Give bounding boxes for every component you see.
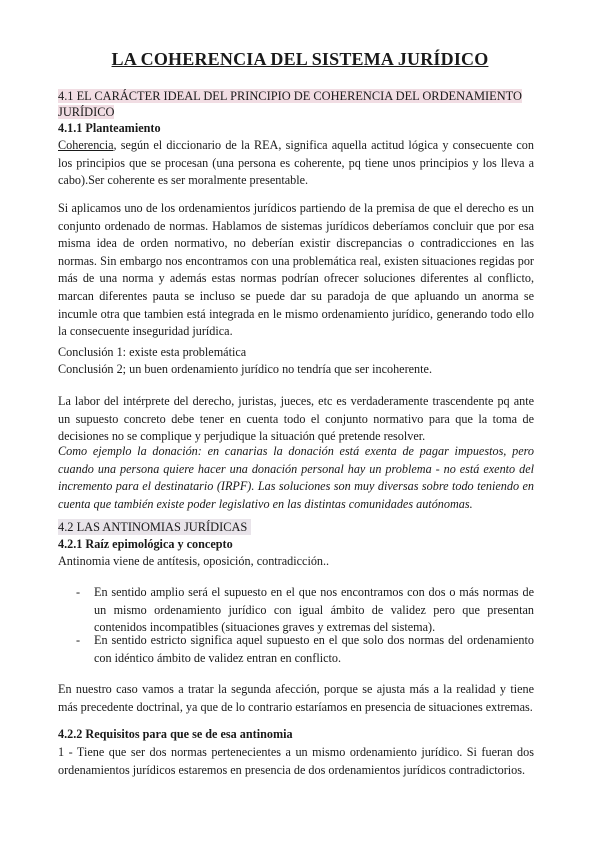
bullet-marker: - xyxy=(76,585,81,599)
definition-text: , según el diccionario de la REA, significa aquella actitud lógica y consecuente con los principios que se procesan (una persona es coherente, pq tiene unos principios y los lleva a cabo).Ser coherente es ser moralmente presentable. xyxy=(58,138,534,188)
requisito-1: 1 - Tiene que ser dos normas pertenecientes a un mismo ordenamiento jurídico. Si fueran dos ordenamientos jurídicos estaremos en presencia de dos ordenamientos jurídicos contradictorios. xyxy=(58,745,534,777)
page-title: LA COHERENCIA DEL SISTEMA JURÍDICO xyxy=(111,49,489,69)
subheading-4-1-1: 4.1.1 Planteamiento xyxy=(58,121,161,135)
section-heading-4-2-text: 4.2 LAS ANTINOMIAS JURÍDICAS xyxy=(58,519,251,535)
example-donacion: Como ejemplo la donación: en canarias la donación está exenta de pagar impuestos, pero cuando una persona quiere hacer una donación personal hay un problema - no está exento del incremento para el destinatario (IRPF). Las soluciones son muy diversas sobre todo teniendo en cuenta que también existe poder legislativo en las distintas comunidades autónomas. xyxy=(58,444,534,511)
section-heading-4-1 xyxy=(58,88,538,120)
bullet-text: En sentido amplio será el supuesto en el que nos encontramos con dos o más normas de un mismo ordenamiento jurídico con igual ámbito de validez pero que presentan contenidos incompatibles (situaciones graves y extremas del sistema). xyxy=(94,585,534,635)
antinomia-origin: Antinomia viene de antítesis, oposición, contradicción.. xyxy=(58,554,330,568)
paragraph-interprete: La labor del intérprete del derecho, juristas, jueces, etc es verdaderamente trascendente pq ante un supuesto concreto debe tener en cuenta todo el conjunto normativo para que la toma de decisiones no se complique y perjudique la situación qué pretende resolver. xyxy=(58,394,534,444)
bullet-text: En sentido estricto significa aquel supuesto en el que solo dos normas del ordenamiento con idéntico ámbito de validez entran en conflicto. xyxy=(94,633,534,665)
subheading-4-2-2: 4.2.2 Requisitos para que se de esa antinomia xyxy=(58,727,293,741)
conclusion-1: Conclusión 1: existe esta problemática xyxy=(58,345,247,359)
conclusion-2: Conclusión 2; un buen ordenamiento jurídico no tendría que ser incoherente. xyxy=(58,362,432,376)
bullet-marker: - xyxy=(76,633,81,647)
definition-paragraph xyxy=(58,137,534,190)
paragraph-afeccion: En nuestro caso vamos a tratar la segunda afección, porque se ajusta más a la realidad y tiene más precedente doctrinal, ya que de lo contrario estaríamos en presencia de situaciones extremas. xyxy=(58,682,534,714)
subheading-4-2-1: 4.2.1 Raíz epimológica y concepto xyxy=(58,537,233,551)
definition-term: Coherencia xyxy=(58,138,114,152)
section-heading-4-1-text: 4.1 EL CARÁCTER IDEAL DEL PRINCIPIO DE COHERENCIA DEL ORDENAMIENTO JURÍDICO xyxy=(58,89,522,119)
paragraph-ordenamientos: Si aplicamos uno de los ordenamientos jurídicos partiendo de la premisa de que el derecho es un conjunto ordenado de normas. Hablamos de sistemas jurídicos deberíamos concluir que por esa misma idea de orden normativo, no deberían existir discrepancias o contradicciones en las normas. Sin embargo nos encontramos con una problemática real, existen situaciones regidas por más de una norma y además estas normas podrían ofrecer soluciones diferentes al conflicto, marcan diferentes pauta se incluso se puede dar su paradoja de que apluando un anorma se incumle otra que tambien está integrada en le mismo ordenamiento jurídico, generando todo ello la consecuente inseguridad jurídica. xyxy=(58,201,534,339)
section-heading-4-2 xyxy=(58,519,538,535)
